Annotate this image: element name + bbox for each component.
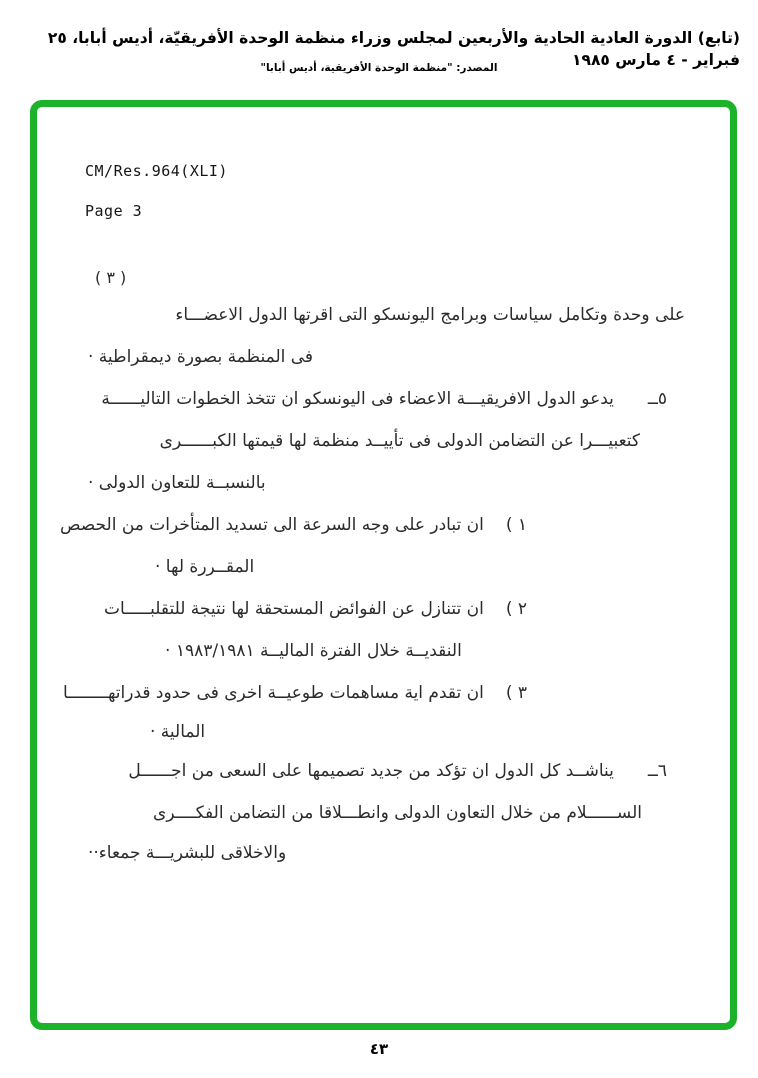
document-page-label: Page 3 [85, 202, 143, 220]
paragraph-line: كتعبيـــرا عن التضامن الدولى فى تأييــد منظمة لها قيمتها الكبــــــرى [159, 431, 640, 451]
paragraph-line: المالية · [150, 722, 206, 742]
paragraph-line: على وحدة وتكامل سياسات وبرامج اليونسكو التى اقرتها الدول الاعضـــاء [175, 305, 685, 325]
scanned-document-frame [30, 100, 737, 1030]
item-text: يدعو الدول الافريقيـــة الاعضاء فى اليونسكو ان تتخذ الخطوات التاليــــــة [101, 389, 614, 409]
numbered-subitem [37, 596, 730, 622]
subitem-number: ٣ ) [505, 683, 527, 703]
subitem-number: ١ ) [505, 515, 527, 535]
header-source-line: المصدر: "منظمة الوحدة الأفريقية، أديس أبابا" [260, 62, 498, 74]
numbered-item [37, 758, 730, 784]
item-number: ٦ــ [647, 761, 667, 781]
paragraph-line: فى المنظمة بصورة ديمقراطية · [88, 347, 314, 367]
item-number: ٥ــ [647, 389, 667, 409]
paragraph-line: النقديــة خلال الفترة الماليــة ١٩٨٣/١٩٨١ · [165, 641, 462, 661]
paragraph-line: الســــــلام من خلال التعاون الدولى وانطـــلاقا من التضامن الفكــــرى [153, 803, 642, 823]
subitem-text: ان تقدم اية مساهمات طوعيــة اخرى فى حدود قدراتهــــــــا [62, 683, 484, 703]
document-reference: CM/Res.964(XLI) [85, 162, 228, 180]
paragraph-line: والاخلاقى للبشريـــة جمعاء·· [88, 843, 287, 863]
numbered-subitem [37, 680, 730, 706]
numbered-subitem [37, 512, 730, 538]
subitem-number: ٢ ) [505, 599, 527, 619]
subitem-text: ان تتنازل عن الفوائض المستحقة لها نتيجة للتقلبـــــات [104, 599, 484, 619]
paragraph-line: المقــررة لها · [155, 557, 255, 577]
section-number: ( ٣ ) [95, 268, 127, 287]
subitem-text: ان تبادر على وجه السرعة الى تسديد المتأخرات من الحصص [59, 515, 484, 535]
numbered-item [37, 386, 730, 412]
paragraph-line: بالنسبــة للتعاون الدولى · [88, 473, 266, 493]
page-number: ٤٣ [369, 1040, 389, 1058]
item-text: يناشــد كل الدول ان تؤكد من جديد تصميمها على السعى من اجــــــل [128, 761, 614, 781]
header-session-title: (تابع) الدورة العادية الحادية والأربعين لمجلس وزراء منظمة الوحدة الأفريقيّة، أديس أبابا، ٢٥ فبراير - ٤ مارس ١٩٨٥ [47, 29, 740, 70]
